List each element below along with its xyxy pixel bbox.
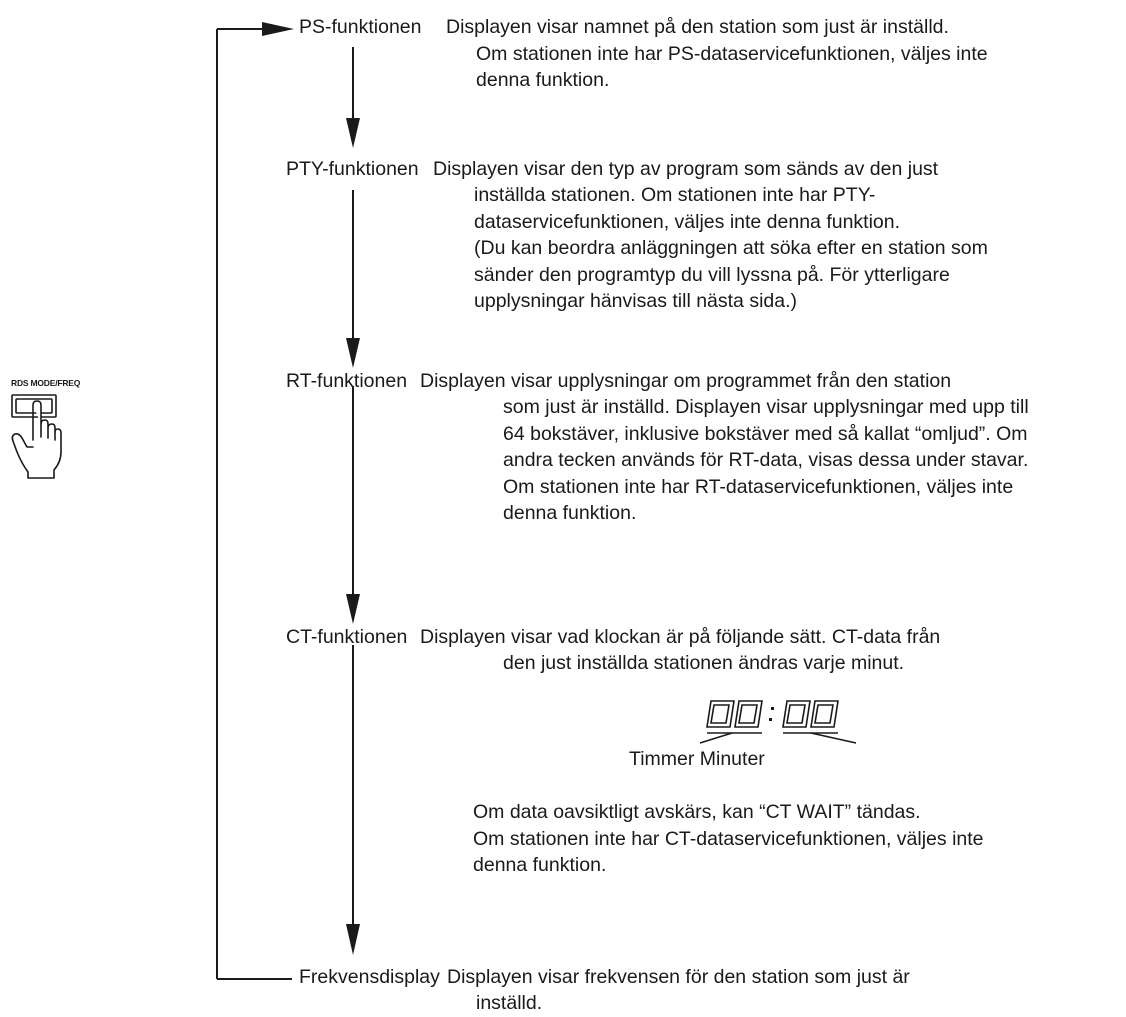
- mode-pty-line: inställda stationen. Om stationen inte har PTY-: [474, 184, 876, 206]
- arrow-ps-to-pty: [346, 47, 360, 148]
- mode-ps-line: Om stationen inte har PS-dataservicefunktionen, väljes inte: [476, 43, 988, 65]
- mode-ps-line: denna funktion.: [476, 69, 610, 91]
- mode-freq-line: inställd.: [476, 992, 543, 1014]
- arrow-rt-to-ct: [346, 386, 360, 624]
- loop-arrow-to-ps: [217, 22, 294, 36]
- mode-rt-line: Om stationen inte har RT-dataservicefunktionen, väljes inte: [503, 476, 1014, 498]
- mode-rt-line: som just är inställd. Displayen visar upplysningar med upp till: [503, 396, 1029, 418]
- mode-pty-line: Displayen visar den typ av program som sänds av den just: [433, 158, 939, 180]
- mode-freq-name: Frekvensdisplay: [299, 966, 440, 988]
- finger-pressing-button-icon: [12, 395, 61, 478]
- mode-ct-name: CT-funktionen: [286, 626, 408, 648]
- mode-pty-line: sänder den programtyp du vill lyssna på. För ytterligare: [474, 264, 950, 286]
- mode-rt-line: 64 bokstäver, inklusive bokstäver med så kallat “omljud”. Om: [503, 423, 1028, 445]
- mode-ct-after-line: denna funktion.: [473, 854, 607, 876]
- mode-pty-line: (Du kan beordra anläggningen att söka efter en station som: [474, 237, 988, 259]
- mode-rt-name: RT-funktionen: [286, 370, 408, 392]
- mode-rt-line: denna funktion.: [503, 502, 637, 524]
- mode-ct-after-line: Om stationen inte har CT-dataservicefunktionen, väljes inte: [473, 828, 984, 850]
- mode-pty-name: PTY-funktionen: [286, 158, 419, 180]
- mode-ct-after-line: Om data oavsiktligt avskärs, kan “CT WAIT” tändas.: [473, 801, 921, 823]
- mode-pty-line: upplysningar hänvisas till nästa sida.): [474, 290, 798, 312]
- mode-pty-line: dataservicefunktionen, väljes inte denna funktion.: [474, 211, 901, 233]
- rds-mode-freq-button-label: RDS MODE/FREQ: [11, 378, 81, 388]
- mode-ps-line: Displayen visar namnet på den station som just är inställd.: [446, 16, 949, 38]
- arrow-ct-to-freq: [346, 645, 360, 955]
- clock-caption: Timmer Minuter: [629, 748, 765, 770]
- loop-bracket: [217, 29, 292, 979]
- mode-rt-line: andra tecken används för RT-data, visas dessa under stavar.: [503, 449, 1029, 471]
- mode-ct-line: den just inställda stationen ändras varje minut.: [503, 652, 905, 674]
- clock-segment-display: [700, 701, 856, 743]
- mode-freq-line: Displayen visar frekvensen för den station som just är: [447, 966, 910, 988]
- arrow-pty-to-rt: [346, 190, 360, 368]
- mode-ps-name: PS-funktionen: [299, 16, 422, 38]
- mode-rt-line: Displayen visar upplysningar om programmet från den station: [420, 370, 952, 392]
- mode-ct-line: Displayen visar vad klockan är på följande sätt. CT-data från: [420, 626, 941, 648]
